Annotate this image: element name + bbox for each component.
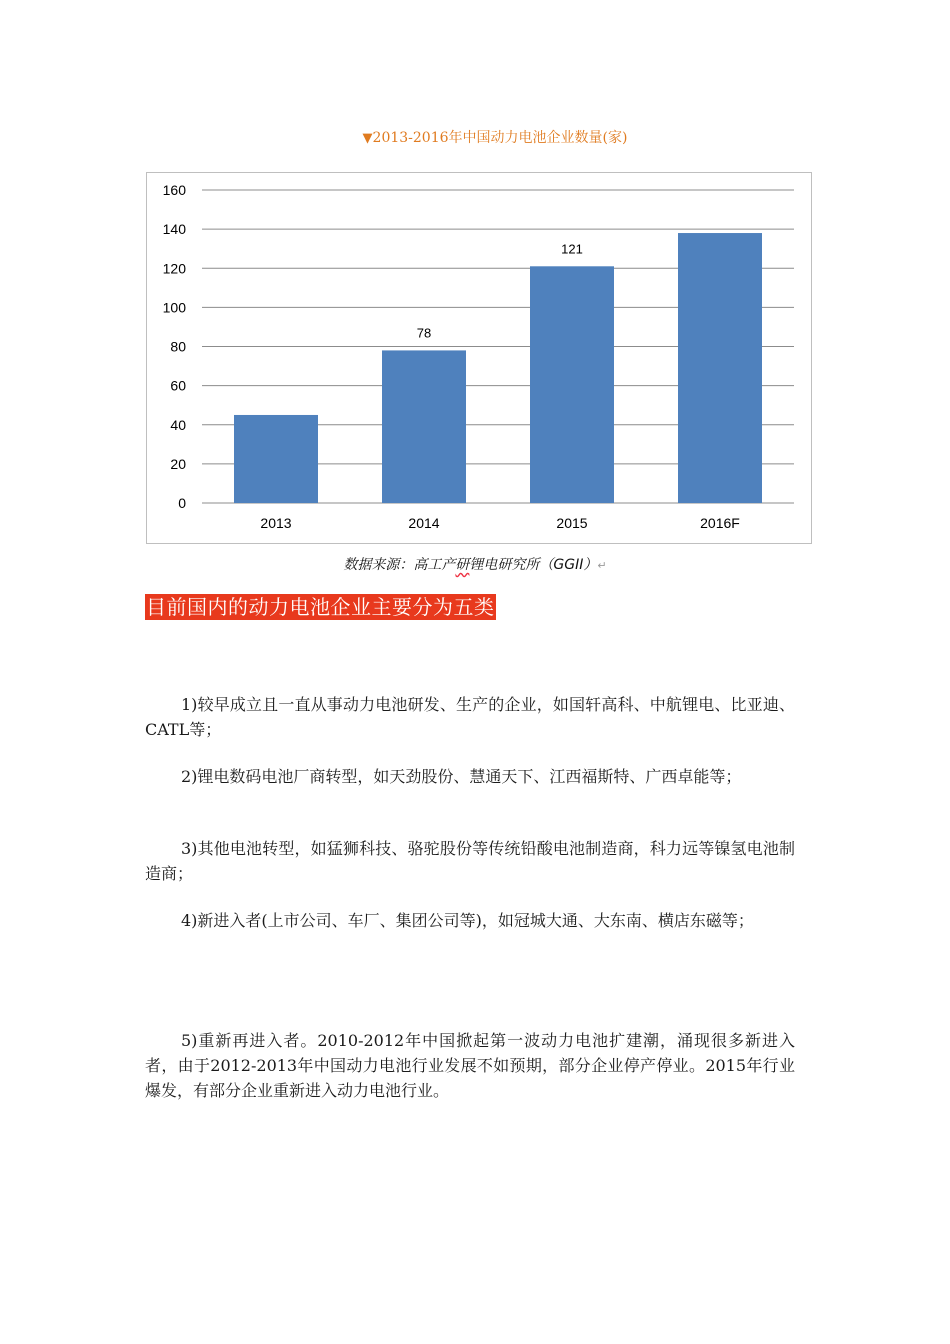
- bar: [382, 350, 466, 503]
- x-tick-label: 2013: [260, 515, 292, 531]
- paragraph-4: 4)新进入者(上市公司、车厂、集团公司等)，如冠城大通、大东南、横店东磁等；: [181, 911, 754, 930]
- bar-chart: [146, 172, 814, 546]
- data-source: [0, 554, 950, 574]
- paragraph-5: 5)重新再进入者。2010-2012年中国掀起第一波动力电池扩建潮，涌现很多新进入者，由于2012-2013年中国动力电池行业发展不如预期，部分企业停产停业。2015年行业爆发，有部分企业重新进入动力电池行业。: [145, 1031, 795, 1100]
- paragraph-1: 1)较早成立且一直从事动力电池研发、生产的企业，如国轩高科、中航锂电、比亚迪、CATL等；: [145, 695, 795, 739]
- y-tick-label: 40: [170, 416, 186, 433]
- y-tick-label: 80: [170, 338, 186, 355]
- x-tick-label: 2016F: [700, 515, 740, 531]
- paragraph-3: 3)其他电池转型，如猛狮科技、骆驼股份等传统铅酸电池制造商，科力远等镍氢电池制造商；: [145, 839, 795, 883]
- y-tick-label: 140: [162, 221, 186, 238]
- section-heading: 目前国内的动力电池企业主要分为五类: [146, 595, 495, 619]
- chart-title-text: 2013-2016年中国动力电池企业数量(家): [372, 130, 628, 146]
- y-tick-label: 100: [162, 299, 186, 316]
- source-suffix: 锂电研究所（GGII）: [469, 557, 598, 573]
- y-tick-label: 160: [162, 182, 186, 198]
- chart-title: [0, 127, 950, 147]
- y-tick-label: 60: [170, 377, 186, 394]
- data-label: 78: [416, 325, 432, 341]
- y-tick-label: 20: [170, 455, 186, 472]
- bar: [678, 233, 762, 503]
- paragraph-2: 2)锂电数码电池厂商转型，如天劲股份、慧通天下、江西福斯特、广西卓能等；: [181, 767, 742, 786]
- bar: [530, 266, 614, 503]
- data-label: 121: [561, 241, 583, 257]
- x-tick-label: 2015: [556, 515, 588, 531]
- y-tick-label: 120: [162, 260, 186, 277]
- y-tick-label: 0: [178, 495, 186, 511]
- source-underlined-char: 研: [455, 557, 470, 573]
- paragraph-mark-icon: ↵: [597, 559, 607, 572]
- triangle-down-icon: ▼: [362, 131, 373, 146]
- source-prefix: 数据来源：高工产: [343, 557, 456, 573]
- bar: [234, 415, 318, 503]
- x-tick-label: 2014: [408, 515, 440, 531]
